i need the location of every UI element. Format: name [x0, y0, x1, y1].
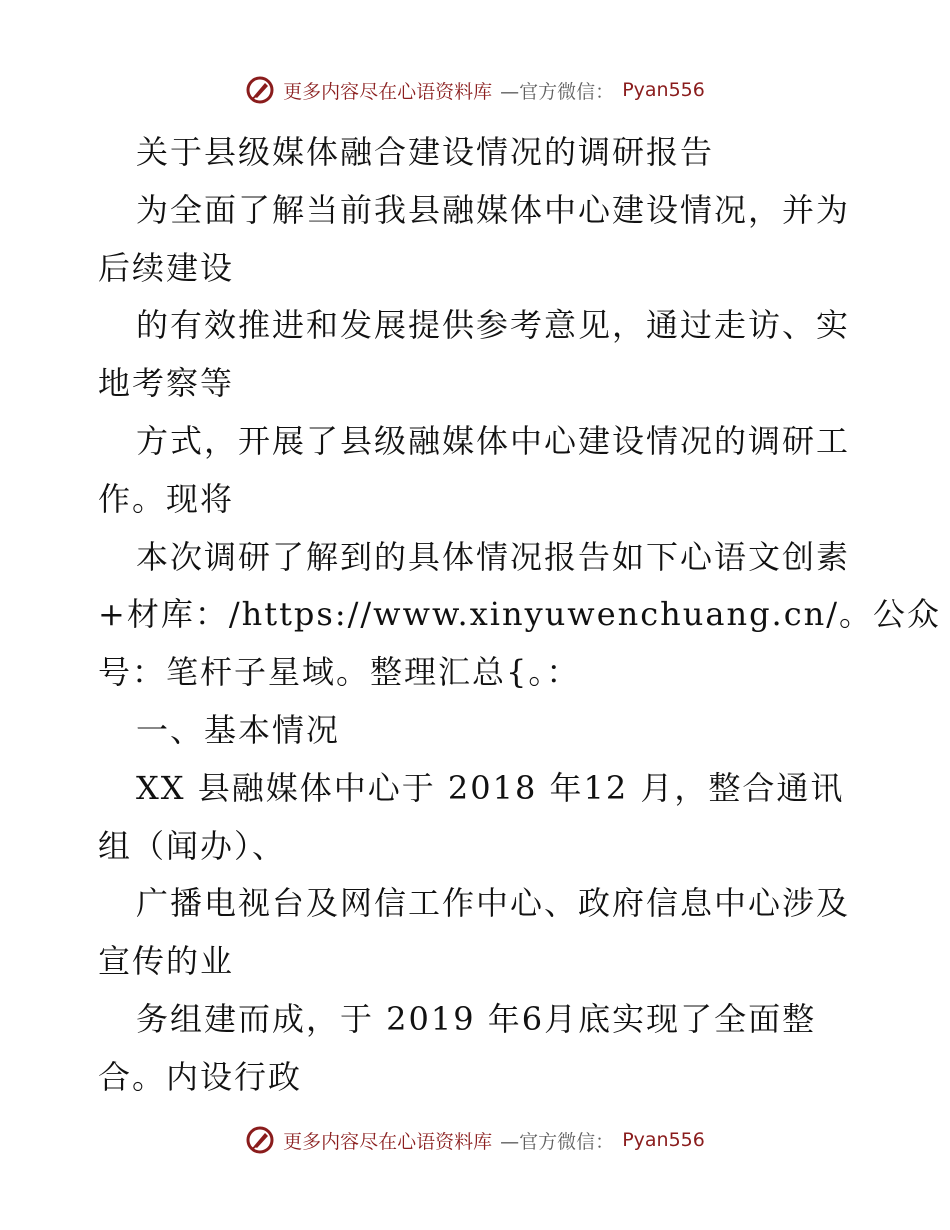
header-banner-main: 更多内容尽在心语资料库 — [283, 80, 493, 103]
paragraph-line: XX 县融媒体中心于 2018 年12 月，整合通讯 — [136, 768, 845, 807]
footer-banner-main: 更多内容尽在心语资料库 — [283, 1130, 493, 1153]
paragraph-line: 宣传的业 — [98, 942, 235, 981]
paragraph-line: 的有效推进和发展提供参考意见，通过走访、实 — [136, 306, 851, 345]
section-heading: 一、基本情况 — [136, 710, 341, 749]
quill-logo-icon — [245, 75, 275, 105]
paragraph-line: 后续建设 — [98, 248, 235, 287]
paragraph-line: 为全面了解当前我县融媒体中心建设情况，并为 — [136, 190, 851, 229]
paragraph-line: 合。内设行政 — [98, 1057, 303, 1096]
paragraph-line: 号：笔杆子星域。整理汇总{。： — [98, 653, 581, 692]
paragraph-line: 本次调研了解到的具体情况报告如下心语文创素 — [136, 537, 851, 576]
paragraph-line: +材库：/https://www.xinyuwenchuang.cn/。公众 — [98, 595, 942, 634]
paragraph-line: 作。现将 — [98, 479, 235, 518]
paragraph-line: 组（闻办）、 — [98, 826, 287, 865]
paragraph-line: 务组建而成，于 2019 年6月底实现了全面整 — [136, 999, 817, 1038]
quill-logo-icon — [245, 1125, 275, 1155]
header-banner-wechat: Pyan556 — [622, 79, 705, 101]
header-banner — [0, 70, 950, 110]
paragraph-line: 方式，开展了县级融媒体中心建设情况的调研工 — [136, 421, 851, 460]
header-banner-tail: —官方微信： — [500, 80, 615, 103]
document-body — [98, 124, 942, 1107]
paragraph-line: 地考察等 — [98, 364, 235, 403]
footer-banner-wechat: Pyan556 — [622, 1129, 705, 1151]
document-title: 关于县级媒体融合建设情况的调研报告 — [136, 133, 715, 171]
footer-banner — [0, 1120, 950, 1160]
paragraph-line: 广播电视台及网信工作中心、政府信息中心涉及 — [136, 884, 851, 923]
footer-banner-tail: —官方微信： — [500, 1130, 615, 1153]
